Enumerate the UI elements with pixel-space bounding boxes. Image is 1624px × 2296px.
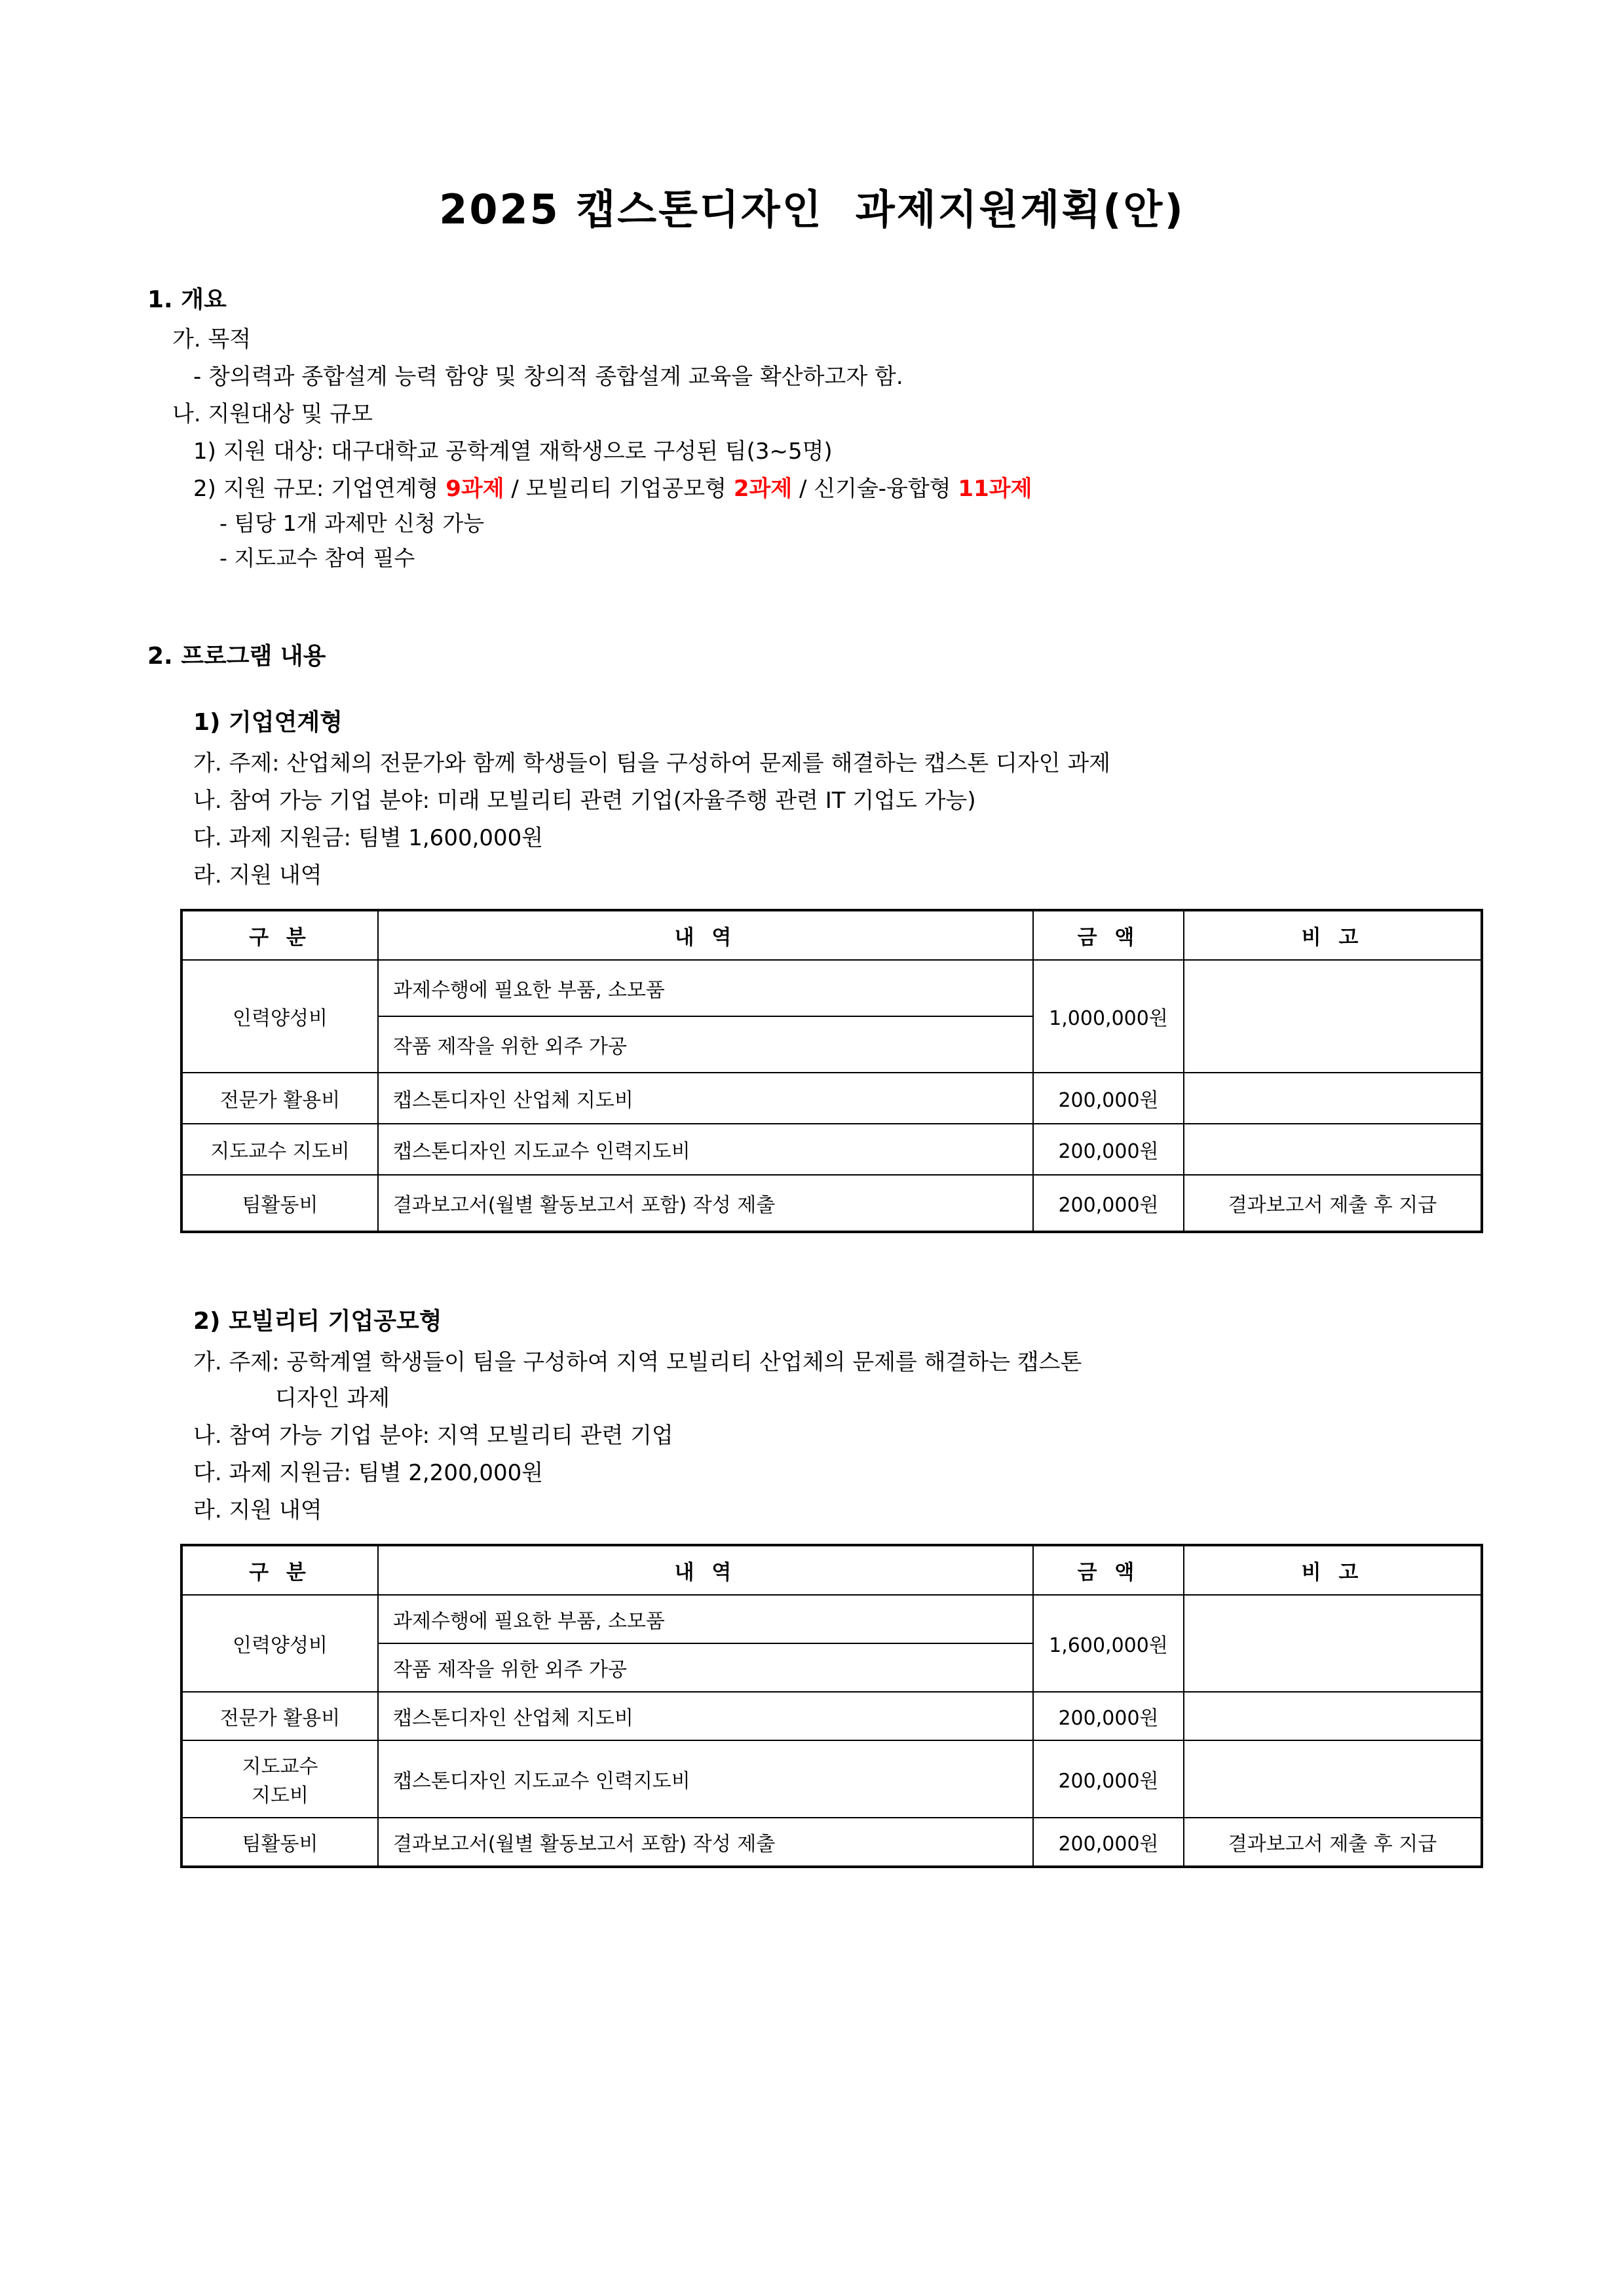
program-1-support-table: [180, 909, 1483, 1233]
section-1-item-b1: 1) 지원 대상: 대구대학교 공학계열 재학생으로 구성된 팀(3~5명): [193, 438, 833, 465]
row-bigo: [1184, 960, 1482, 1073]
row-amount: 200,000원: [1033, 1124, 1184, 1175]
row-amount: 200,000원: [1033, 1740, 1184, 1818]
row-bigo: 결과보고서 제출 후 지급: [1184, 1175, 1482, 1232]
support-count-mobility: 2과제: [733, 476, 793, 502]
row-gubun: 지도교수 지도비: [181, 1124, 378, 1175]
page-title: 2025 캡스톤디자인 과제지원계획(안): [439, 185, 1185, 233]
row-bigo: [1184, 1692, 1482, 1740]
table-header-amount: 금 액: [1033, 1545, 1184, 1595]
row-naeyeok: 과제수행에 필요한 부품, 소모품: [378, 1595, 1033, 1643]
row-naeyeok: 과제수행에 필요한 부품, 소모품: [378, 960, 1033, 1016]
support-scale-pre: 2) 지원 규모: 기업연계형: [193, 476, 446, 502]
program-1-label: 1) 기업연계형: [193, 709, 343, 736]
row-amount: 200,000원: [1033, 1073, 1184, 1124]
program-2-label: 2) 모빌리티 기업공모형: [193, 1308, 442, 1335]
row-naeyeok: 캡스톤디자인 산업체 지도비: [378, 1073, 1033, 1124]
row-gubun: 팀활동비: [181, 1818, 378, 1867]
table-header-row: [181, 1545, 1482, 1595]
section-1-item-a: 가. 목적: [172, 326, 252, 353]
row-gubun: 전문가 활용비: [181, 1692, 378, 1740]
program-2-topic: 가. 주제: 공학계열 학생들이 팀을 구성하여 지역 모빌리티 산업체의 문제를 해결하는 캡스톤: [193, 1349, 1082, 1375]
program-2-support-table: [180, 1544, 1483, 1868]
program-1-field: 나. 참여 가능 기업 분야: 미래 모빌리티 관련 기업(자율주행 관련 IT 기업도 가능): [193, 788, 976, 814]
row-amount: 200,000원: [1033, 1692, 1184, 1740]
row-amount: 200,000원: [1033, 1818, 1184, 1867]
table-row: [181, 1692, 1482, 1740]
program-1-funding: 다. 과제 지원금: 팀별 1,600,000원: [193, 825, 544, 851]
row-gubun: [181, 1740, 378, 1818]
row-amount: 200,000원: [1033, 1175, 1184, 1232]
table-row: [181, 960, 1482, 1016]
table-header-naeyeok: 내 역: [378, 1545, 1033, 1595]
row-amount: 1,000,000원: [1033, 960, 1184, 1073]
table-header-gubun: 구 분: [181, 1545, 378, 1595]
section-2-heading: 2. 프로그램 내용: [147, 643, 326, 670]
section-1-item-b: 나. 지원대상 및 규모: [172, 401, 373, 427]
table-header-gubun: 구 분: [181, 910, 378, 960]
table-header-naeyeok: 내 역: [378, 910, 1033, 960]
row-amount: 1,600,000원: [1033, 1595, 1184, 1692]
table-row: [181, 1073, 1482, 1124]
row-gubun: 전문가 활용비: [181, 1073, 378, 1124]
row-bigo: [1184, 1073, 1482, 1124]
table-row: [181, 1595, 1482, 1643]
table-row: [181, 1175, 1482, 1232]
table-row: [181, 1124, 1482, 1175]
row-bigo: [1184, 1124, 1482, 1175]
row-bigo: 결과보고서 제출 후 지급: [1184, 1818, 1482, 1867]
section-1-heading: 1. 개요: [147, 286, 227, 313]
row-naeyeok: 작품 제작을 위한 외주 가공: [378, 1643, 1033, 1692]
table-header-amount: 금 액: [1033, 910, 1184, 960]
row-gubun-line1: 지도교수: [242, 1755, 318, 1778]
table-row: [181, 1818, 1482, 1867]
section-1-item-b2: [193, 470, 1483, 503]
section-1-item-b2-sub1: - 팀당 1개 과제만 신청 가능: [219, 510, 485, 536]
table-header-bigo: 비 고: [1184, 910, 1482, 960]
row-gubun-line2: 지도비: [252, 1784, 309, 1807]
row-naeyeok: 캡스톤디자인 산업체 지도비: [378, 1692, 1033, 1740]
program-2-funding: 다. 과제 지원금: 팀별 2,200,000원: [193, 1460, 544, 1486]
row-gubun: 팀활동비: [181, 1175, 378, 1232]
program-2-field: 나. 참여 가능 기업 분야: 지역 모빌리티 관련 기업: [193, 1423, 673, 1449]
program-2-breakdown-label: 라. 지원 내역: [193, 1497, 322, 1523]
row-gubun: 인력양성비: [181, 1595, 378, 1692]
row-naeyeok: 결과보고서(월별 활동보고서 포함) 작성 제출: [378, 1175, 1033, 1232]
row-bigo: [1184, 1740, 1482, 1818]
table-header-bigo: 비 고: [1184, 1545, 1482, 1595]
table-row: [181, 1740, 1482, 1818]
support-scale-mid1: / 모빌리티 기업공모형: [504, 476, 734, 502]
program-2-topic-cont: 디자인 과제: [275, 1385, 390, 1411]
table-header-row: [181, 910, 1482, 960]
support-count-corporate: 9과제: [445, 476, 504, 502]
row-naeyeok: 결과보고서(월별 활동보고서 포함) 작성 제출: [378, 1818, 1033, 1867]
section-1-item-a-detail: - 창의력과 종합설계 능력 함양 및 창의적 종합설계 교육을 확산하고자 함.: [193, 364, 903, 390]
support-count-newtech: 11과제: [958, 476, 1032, 502]
row-naeyeok: 캡스톤디자인 지도교수 인력지도비: [378, 1740, 1033, 1818]
program-1-breakdown-label: 라. 지원 내역: [193, 862, 322, 889]
support-scale-mid2: / 신기술-융합형: [792, 476, 958, 502]
row-bigo: [1184, 1595, 1482, 1692]
row-gubun: 인력양성비: [181, 960, 378, 1073]
section-1-item-b2-sub2: - 지도교수 참여 필수: [219, 545, 415, 571]
program-1-topic: 가. 주제: 산업체의 전문가와 함께 학생들이 팀을 구성하여 문제를 해결하는 캡스톤 디자인 과제: [193, 750, 1111, 776]
row-naeyeok: 작품 제작을 위한 외주 가공: [378, 1016, 1033, 1073]
row-naeyeok: 캡스톤디자인 지도교수 인력지도비: [378, 1124, 1033, 1175]
